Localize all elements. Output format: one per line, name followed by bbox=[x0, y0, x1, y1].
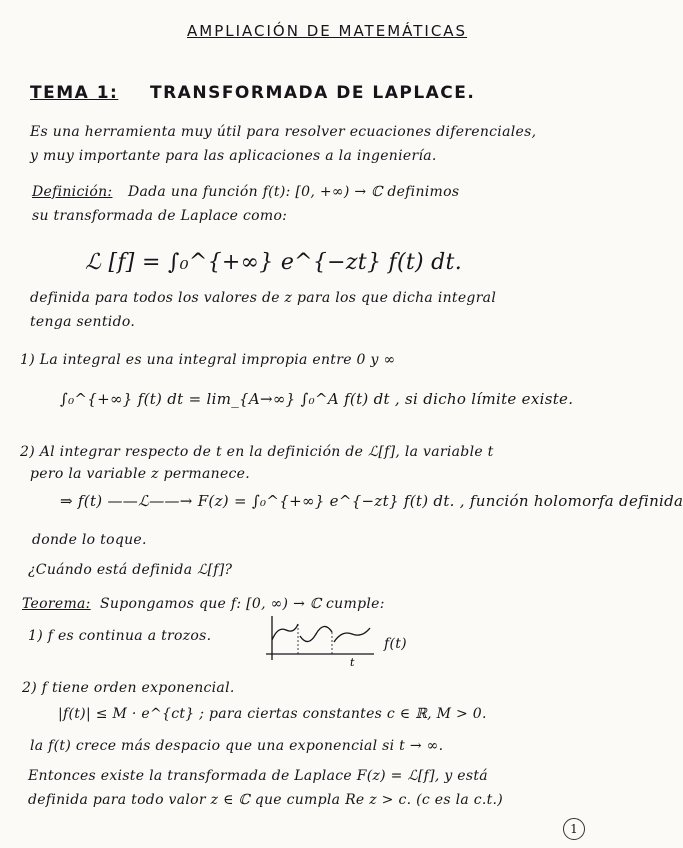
teorema-text: Supongamos que f: [0, ∞) → ℂ cumple: bbox=[100, 596, 385, 612]
teorema-condition-1: 1) f es continua a trozos. bbox=[28, 628, 212, 644]
graph-piece-1 bbox=[272, 624, 298, 640]
point-2-line-3: donde lo toque. bbox=[32, 532, 147, 548]
teorema-label: Teorema: bbox=[22, 596, 91, 612]
question-line: ¿Cuándo está definida ℒ[f]? bbox=[28, 562, 233, 578]
point-1-text: 1) La integral es una integral impropia entre 0 y ∞ bbox=[20, 352, 396, 368]
definicion-after-2: tenga sentido. bbox=[30, 314, 136, 330]
graph-axis-label: t bbox=[350, 656, 355, 669]
graph-piece-2 bbox=[300, 626, 332, 641]
definicion-after-1: definida para todos los valores de z para los que dicha integral bbox=[30, 290, 497, 306]
point-2-formula: ⇒ f(t) ——ℒ——→ F(z) = ∫₀^{+∞} e^{−zt} f(t) dt. , función holomorfa definida bbox=[60, 492, 683, 510]
point-2-line-1: 2) Al integrar respecto de t en la definición de ℒ[f], la variable t bbox=[20, 444, 494, 460]
page-number: 1 bbox=[563, 818, 585, 840]
intro-line-1: Es una herramienta muy útil para resolver ecuaciones diferenciales, bbox=[30, 124, 537, 140]
tema-label: TEMA 1: bbox=[30, 83, 119, 103]
teorema-condition-2-formula: |f(t)| ≤ M · e^{ct} ; para ciertas constantes c ∈ ℝ, M > 0. bbox=[58, 706, 487, 722]
point-2-line-2: pero la variable z permanece. bbox=[30, 466, 251, 482]
laplace-definition-formula: ℒ [f] = ∫₀^{+∞} e^{−zt} f(t) dt. bbox=[85, 250, 462, 275]
piecewise-graph bbox=[262, 612, 382, 668]
teorema-condition-2: 2) f tiene orden exponencial. bbox=[22, 680, 235, 696]
tema-title: TRANSFORMADA DE LAPLACE. bbox=[150, 83, 476, 103]
intro-line-2: y muy importante para las aplicaciones a la ingeniería. bbox=[30, 148, 437, 164]
definicion-line-2: su transformada de Laplace como: bbox=[32, 208, 288, 224]
definicion-line-1: Dada una función f(t): [0, +∞) → ℂ definimos bbox=[128, 184, 460, 200]
page-header: AMPLIACIÓN DE MATEMÁTICAS bbox=[187, 22, 468, 40]
teorema-condition-2-note: la f(t) crece más despacio que una exponencial si t → ∞. bbox=[30, 738, 444, 754]
definicion-label: Definición: bbox=[32, 184, 113, 200]
graph-function-label: f(t) bbox=[384, 636, 407, 652]
graph-piece-3 bbox=[334, 628, 370, 642]
teorema-conclusion-1: Entonces existe la transformada de Laplace F(z) = ℒ[f], y está bbox=[28, 768, 488, 784]
point-1-formula: ∫₀^{+∞} f(t) dt = lim_{A→∞} ∫₀^A f(t) dt , si dicho límite existe. bbox=[60, 390, 574, 408]
teorema-conclusion-2: definida para todo valor z ∈ ℂ que cumpla Re z > c. (c es la c.t.) bbox=[28, 792, 504, 808]
